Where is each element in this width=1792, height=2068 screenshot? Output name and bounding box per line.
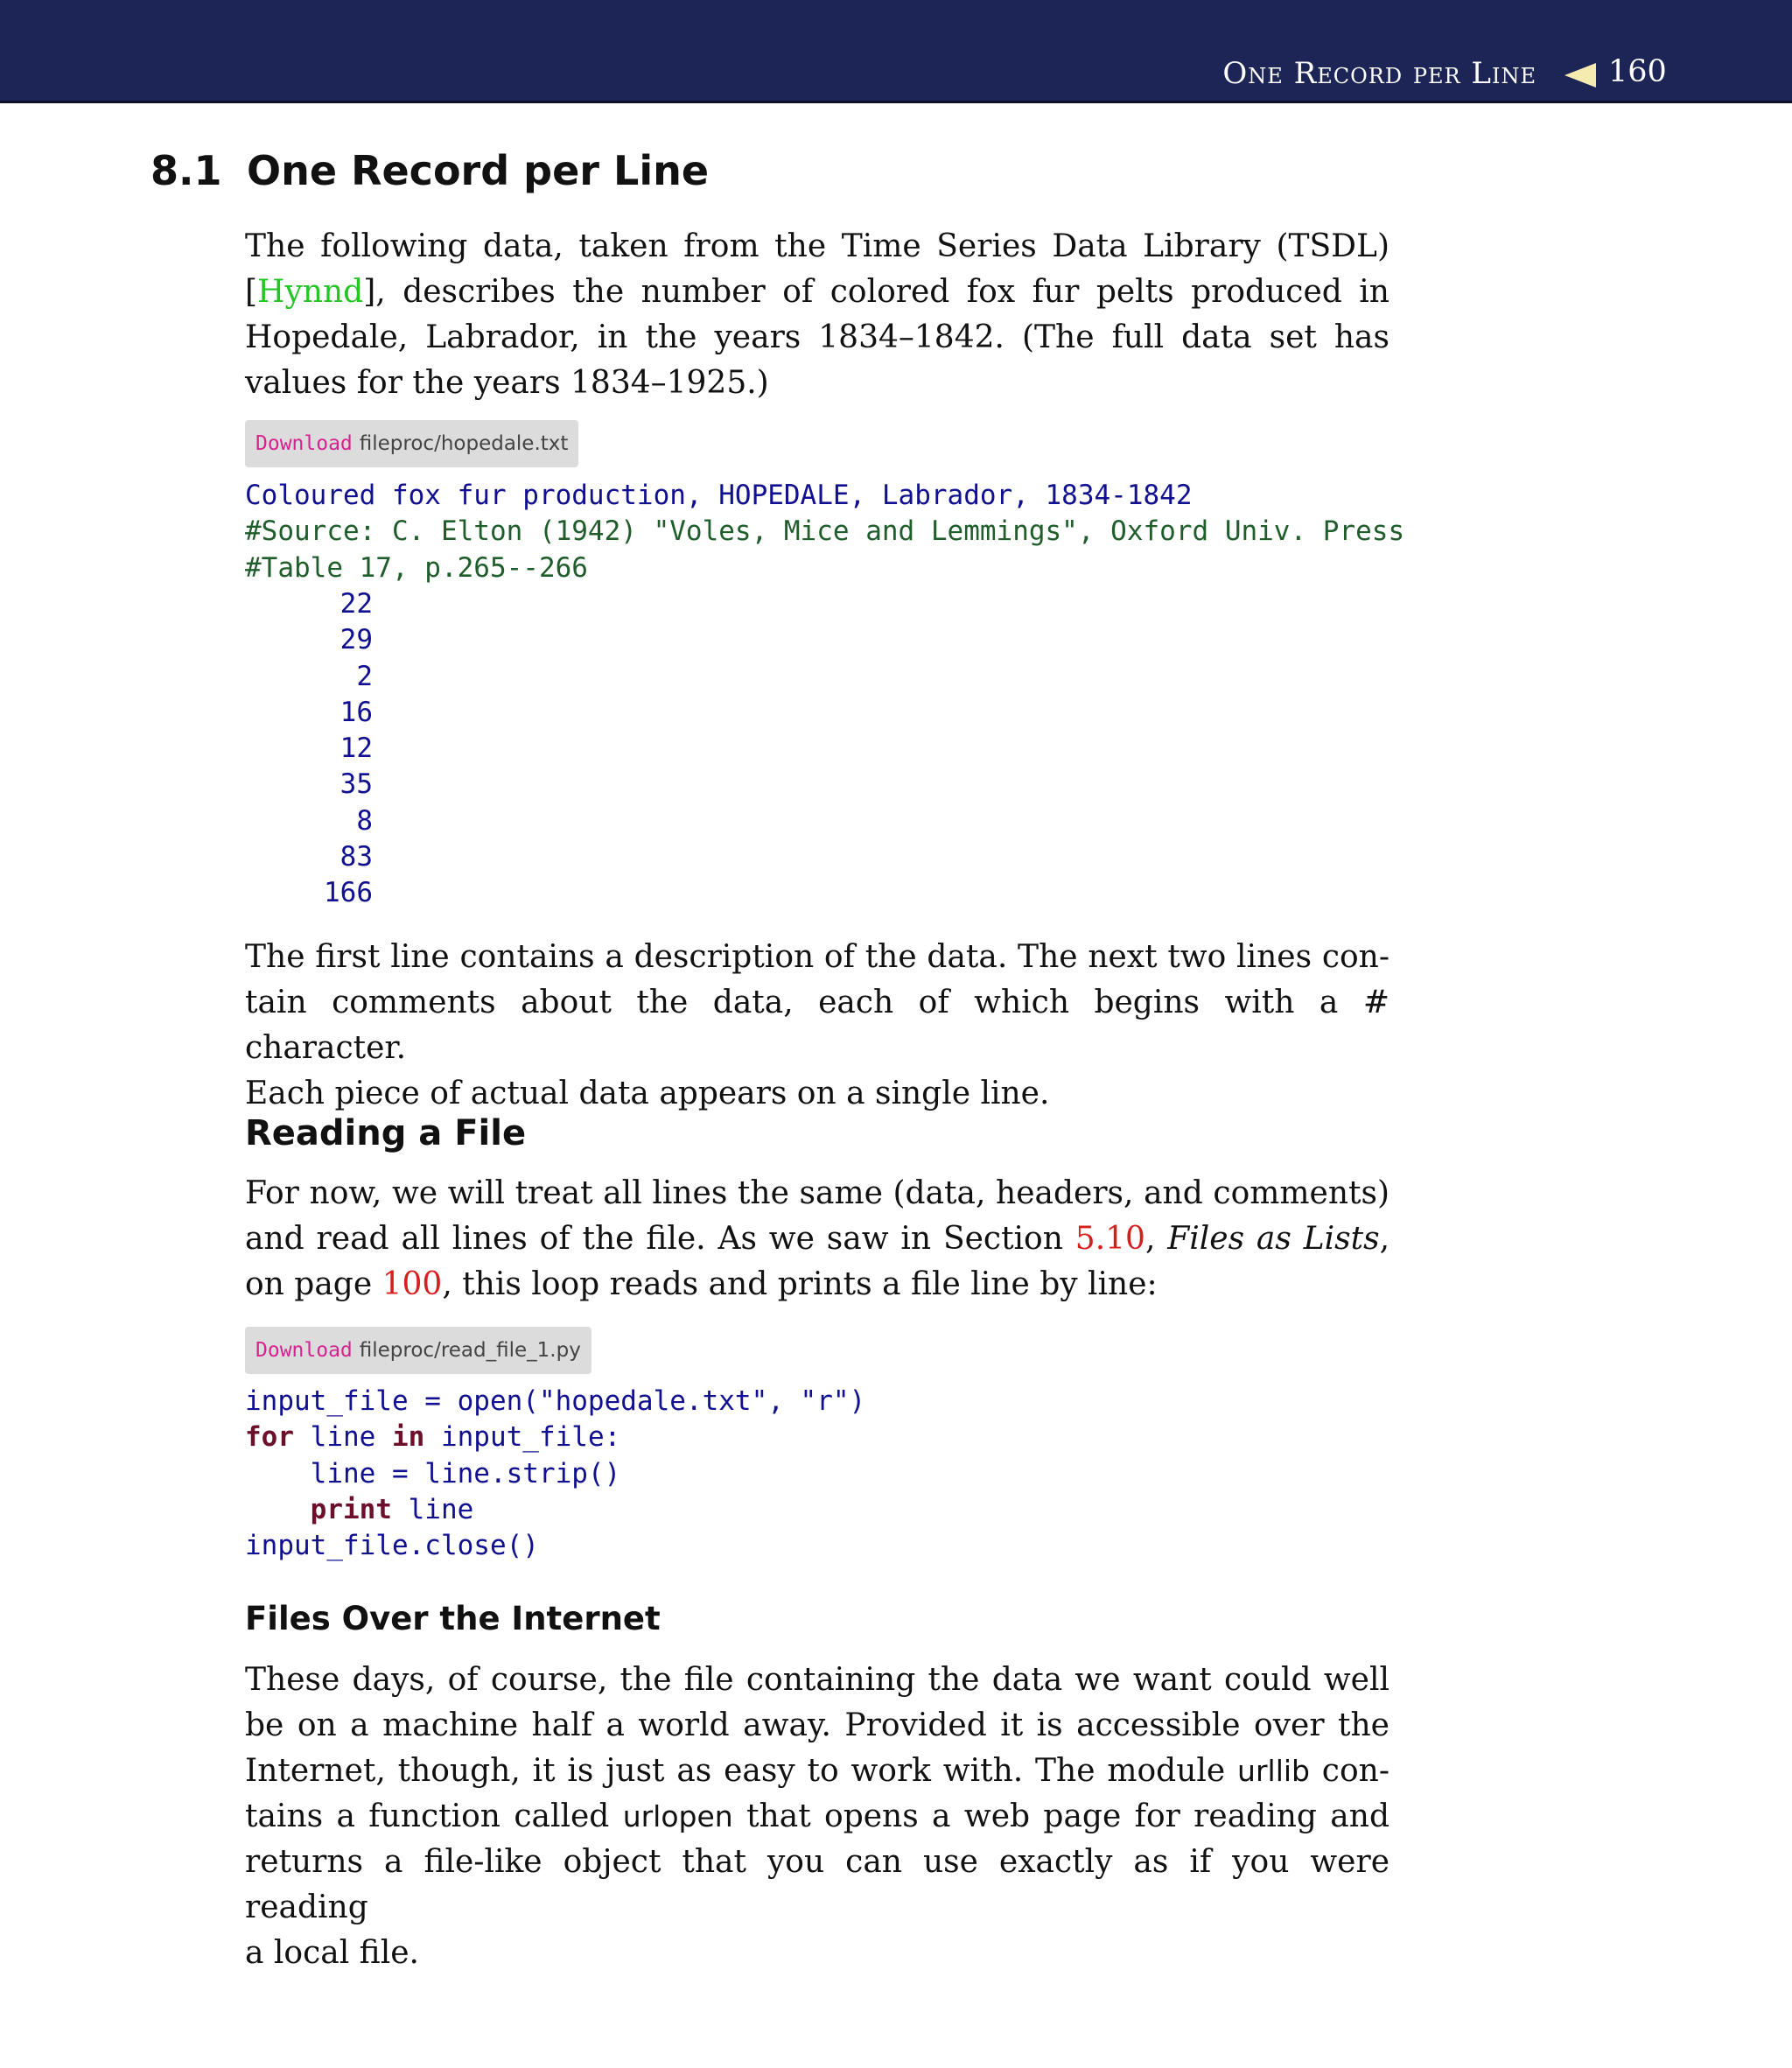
download-link[interactable] [245,1327,592,1374]
page-link[interactable]: 100 [382,1266,443,1302]
text-line [245,1794,1390,1840]
section-link[interactable]: 5.10 [1074,1221,1145,1257]
text-span: , [1144,1221,1168,1257]
download-path: fileproc/hopedale.txt [359,432,569,455]
text-span: and read all lines of the file. As we saw in Section [245,1221,1075,1257]
description-paragraph [245,935,1390,1117]
section-heading [150,147,709,194]
text-span: tains a function called [245,1798,623,1834]
python-code-listing [245,1384,865,1564]
text-line: The following data, taken from the Time Series Data Library (TSDL) [245,228,1390,264]
code-span: line [391,1493,474,1525]
section-title-ref: Files as Lists [1167,1221,1380,1257]
text-line: Each piece of actual data appears on a single line. [245,1076,1050,1111]
intro-paragraph [245,224,1390,406]
code-line: line = line.strip() [245,1457,621,1490]
data-value: 2 [356,660,373,692]
data-values [315,586,373,912]
keyword: in [391,1421,425,1454]
function-name: urlopen [622,1799,733,1833]
subheading-reading-a-file: Reading a File [245,1113,527,1153]
data-value: 29 [340,624,373,656]
text-span: ], describes the number of colored fox fur pelts produced in [363,274,1390,310]
data-file-listing [245,478,1404,586]
text-span: , this loop reads and prints a file line by line: [442,1266,1158,1302]
subheading-files-over-internet: Files Over the Internet [245,1600,661,1637]
data-value: 35 [340,768,373,801]
download-link[interactable] [245,420,578,467]
text-line: tain comments about the data, each of which begins with a # character. [245,985,1390,1066]
data-value: 8 [356,804,373,837]
text-line [245,1262,1390,1307]
text-line [245,1216,1390,1262]
data-value: 16 [340,696,373,728]
code-span: line [294,1421,392,1454]
code-line [245,1421,620,1453]
text-line [245,270,1390,315]
code-line [245,1494,473,1525]
triangle-left-icon[interactable] [1564,63,1596,88]
text-span: on page [245,1266,382,1302]
comment-line: #Table 17, p.265--266 [245,551,588,584]
download-label: Download [256,432,353,455]
code-span: input_file: [424,1421,621,1454]
module-name: urllib [1237,1754,1310,1788]
data-value: 12 [340,733,373,765]
code-line: input_file.close() [245,1530,539,1562]
code-line: Coloured fox fur production, HOPEDALE, Labrador, 1834-1842 [245,480,1193,511]
text-line: a local file. [245,1935,419,1971]
text-line: For now, we will treat all lines the same (data, headers, and comments) [245,1175,1390,1211]
text-span: Internet, though, it is just as easy to work with. The module [245,1753,1238,1789]
text-line: be on a machine half a world away. Provided it is accessible over the [245,1707,1390,1743]
download-path: fileproc/read_file_1.py [359,1339,581,1362]
text-span: , [1379,1221,1390,1257]
text-line: values for the years 1834–1925.) [245,365,769,401]
text-line: returns a file-like object that you can use exactly as if you were reading [245,1844,1390,1925]
code-line: input_file = open("hopedale.txt", "r") [245,1385,866,1417]
text-span: con- [1309,1753,1390,1789]
data-value: 83 [340,841,373,873]
reading-paragraph [245,1171,1390,1307]
section-title: One Record per Line [247,147,710,194]
download-label: Download [256,1339,353,1362]
section-number: 8.1 [150,147,222,194]
text-line: These days, of course, the file containing the data we want could well [245,1662,1390,1698]
keyword: for [245,1421,294,1454]
comment-line: #Source: C. Elton (1942) "Voles, Mice and Lemmings", Oxford Univ. Press [245,515,1405,548]
text-span: that opens a web page for reading and [732,1798,1390,1834]
text-line: Hopedale, Labrador, in the years 1834–1842. (The full data set has [245,319,1390,355]
text-line: The first line contains a description of the data. The next two lines con- [245,939,1390,975]
bracket: [ [245,274,258,310]
citation-link[interactable]: Hynnd [257,274,364,310]
data-value: 22 [340,588,373,620]
keyword: print [310,1493,392,1525]
page-number: 160 [1608,54,1667,89]
code-span [245,1494,311,1525]
text-line [245,1749,1390,1794]
running-title: One Record per Line [1222,56,1536,91]
internet-paragraph [245,1658,1390,1976]
data-value: 166 [324,877,373,909]
page-header [0,0,1792,103]
